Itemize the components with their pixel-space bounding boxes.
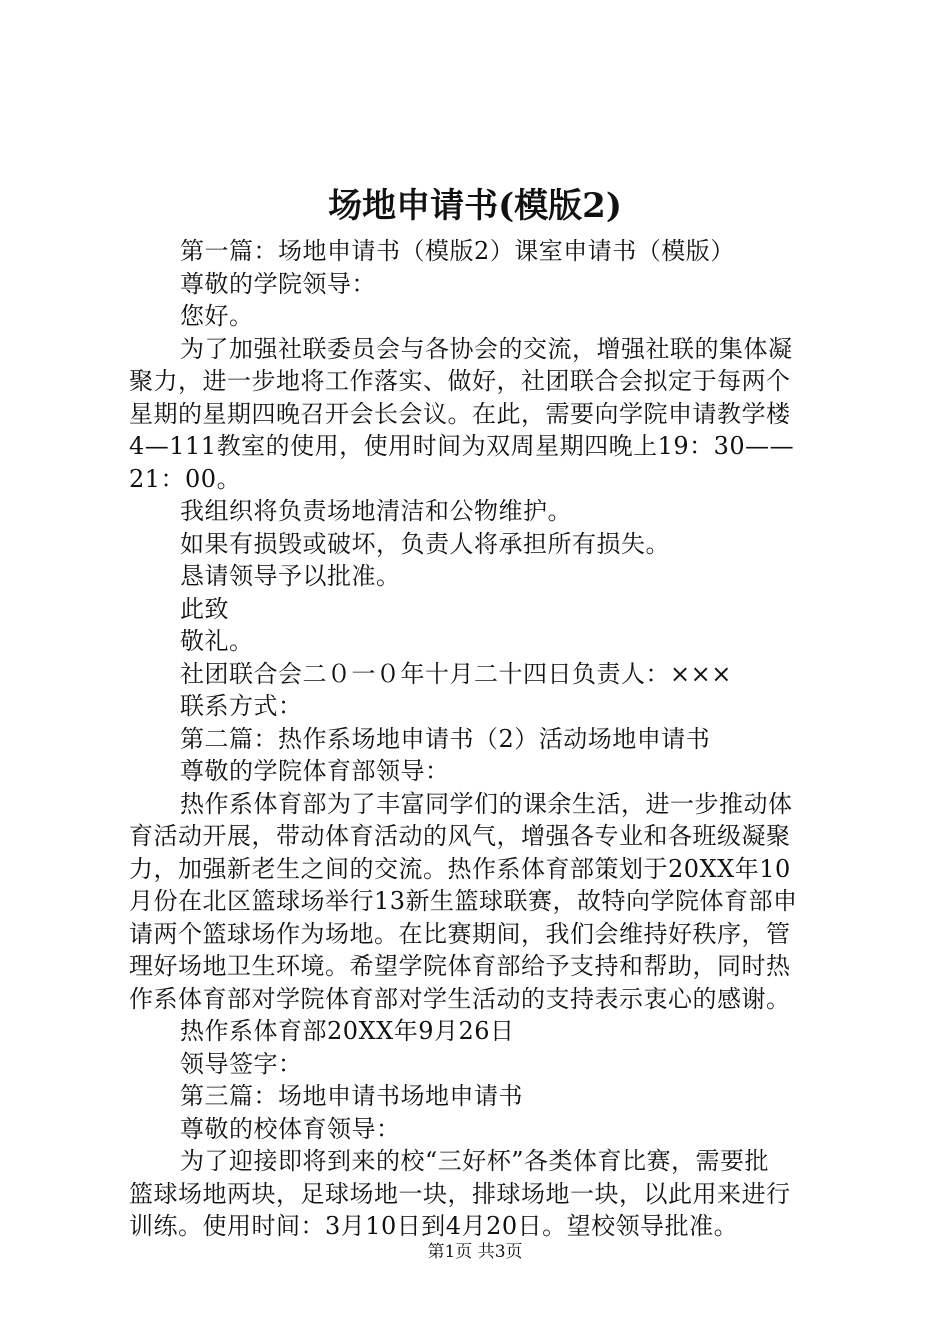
body-line: 作系体育部对学院体育部对学生活动的支持表示衷心的感谢。 xyxy=(129,984,791,1013)
body-line: 月份在北区篮球场举行13新生篮球联赛，故特向学院体育部申 xyxy=(129,887,798,915)
document-title: 场地申请书(模版2) xyxy=(328,186,622,226)
body-line: 敬礼。 xyxy=(180,627,254,655)
body-line: 我组织将负责场地清洁和公物维护。 xyxy=(180,497,572,525)
body-line: 训练。使用时间：3月10日到4月20日。望校领导批准。 xyxy=(129,1212,739,1240)
body-line: 领导签字： xyxy=(180,1049,303,1078)
body-line: 联系方式： xyxy=(180,692,303,720)
body-line: 第一篇：场地申请书（模版2）课室申请书（模版） xyxy=(180,237,735,265)
body-line: 此致 xyxy=(180,594,229,623)
body-line: 请两个篮球场作为场地。在比赛期间，我们会维持好秩序，管 xyxy=(129,919,791,948)
body-line: 育活动开展，带动体育活动的风气，增强各专业和各班级凝聚 xyxy=(129,822,791,850)
body-line: 篮球场地两块，足球场地一块，排球场地一块，以此用来进行 xyxy=(129,1179,791,1208)
body-line: 理好场地卫生环境。希望学院体育部给予支持和帮助，同时热 xyxy=(129,952,791,980)
body-line: 第二篇：热作系场地申请书（2）活动场地申请书 xyxy=(180,724,711,753)
body-line: 星期的星期四晚召开会长会议。在此，需要向学院申请教学楼 xyxy=(129,399,791,428)
body-line: 为了加强社联委员会与各协会的交流，增强社联的集体凝 xyxy=(180,334,793,363)
body-line: 力，加强新老生之间的交流。热作系体育部策划于20XX年10 xyxy=(129,854,791,883)
body-line: 4—111教室的使用，使用时间为双周星期四晚上19：30—— xyxy=(129,432,795,460)
body-line: 如果有损毁或破坏，负责人将承担所有损失。 xyxy=(180,529,670,558)
body-line: 尊敬的学院体育部领导： xyxy=(180,757,450,785)
body-line: 尊敬的校体育领导： xyxy=(180,1114,401,1143)
body-line: 您好。 xyxy=(180,302,254,330)
body-line: 聚力，进一步地将工作落实、做好，社团联合会拟定于每两个 xyxy=(129,367,791,395)
body-line: 热作系体育部为了丰富同学们的课余生活，进一步推动体 xyxy=(180,789,793,818)
body-line: 第三篇：场地申请书场地申请书 xyxy=(180,1082,523,1110)
body-line: 尊敬的学院领导： xyxy=(180,269,376,298)
page-number-footer: 第1页 共3页 xyxy=(427,1242,523,1262)
body-line: 21：00。 xyxy=(129,464,242,493)
body-line: 热作系体育部20XX年9月26日 xyxy=(180,1017,515,1045)
body-line: 为了迎接即将到来的校“三好杯”各类体育比赛，需要批 xyxy=(180,1147,770,1175)
body-line: 恳请领导予以批准。 xyxy=(180,562,401,590)
body-line: 社团联合会二０一０年十月二十四日负责人：××× xyxy=(180,659,732,688)
document-body xyxy=(129,235,831,1243)
